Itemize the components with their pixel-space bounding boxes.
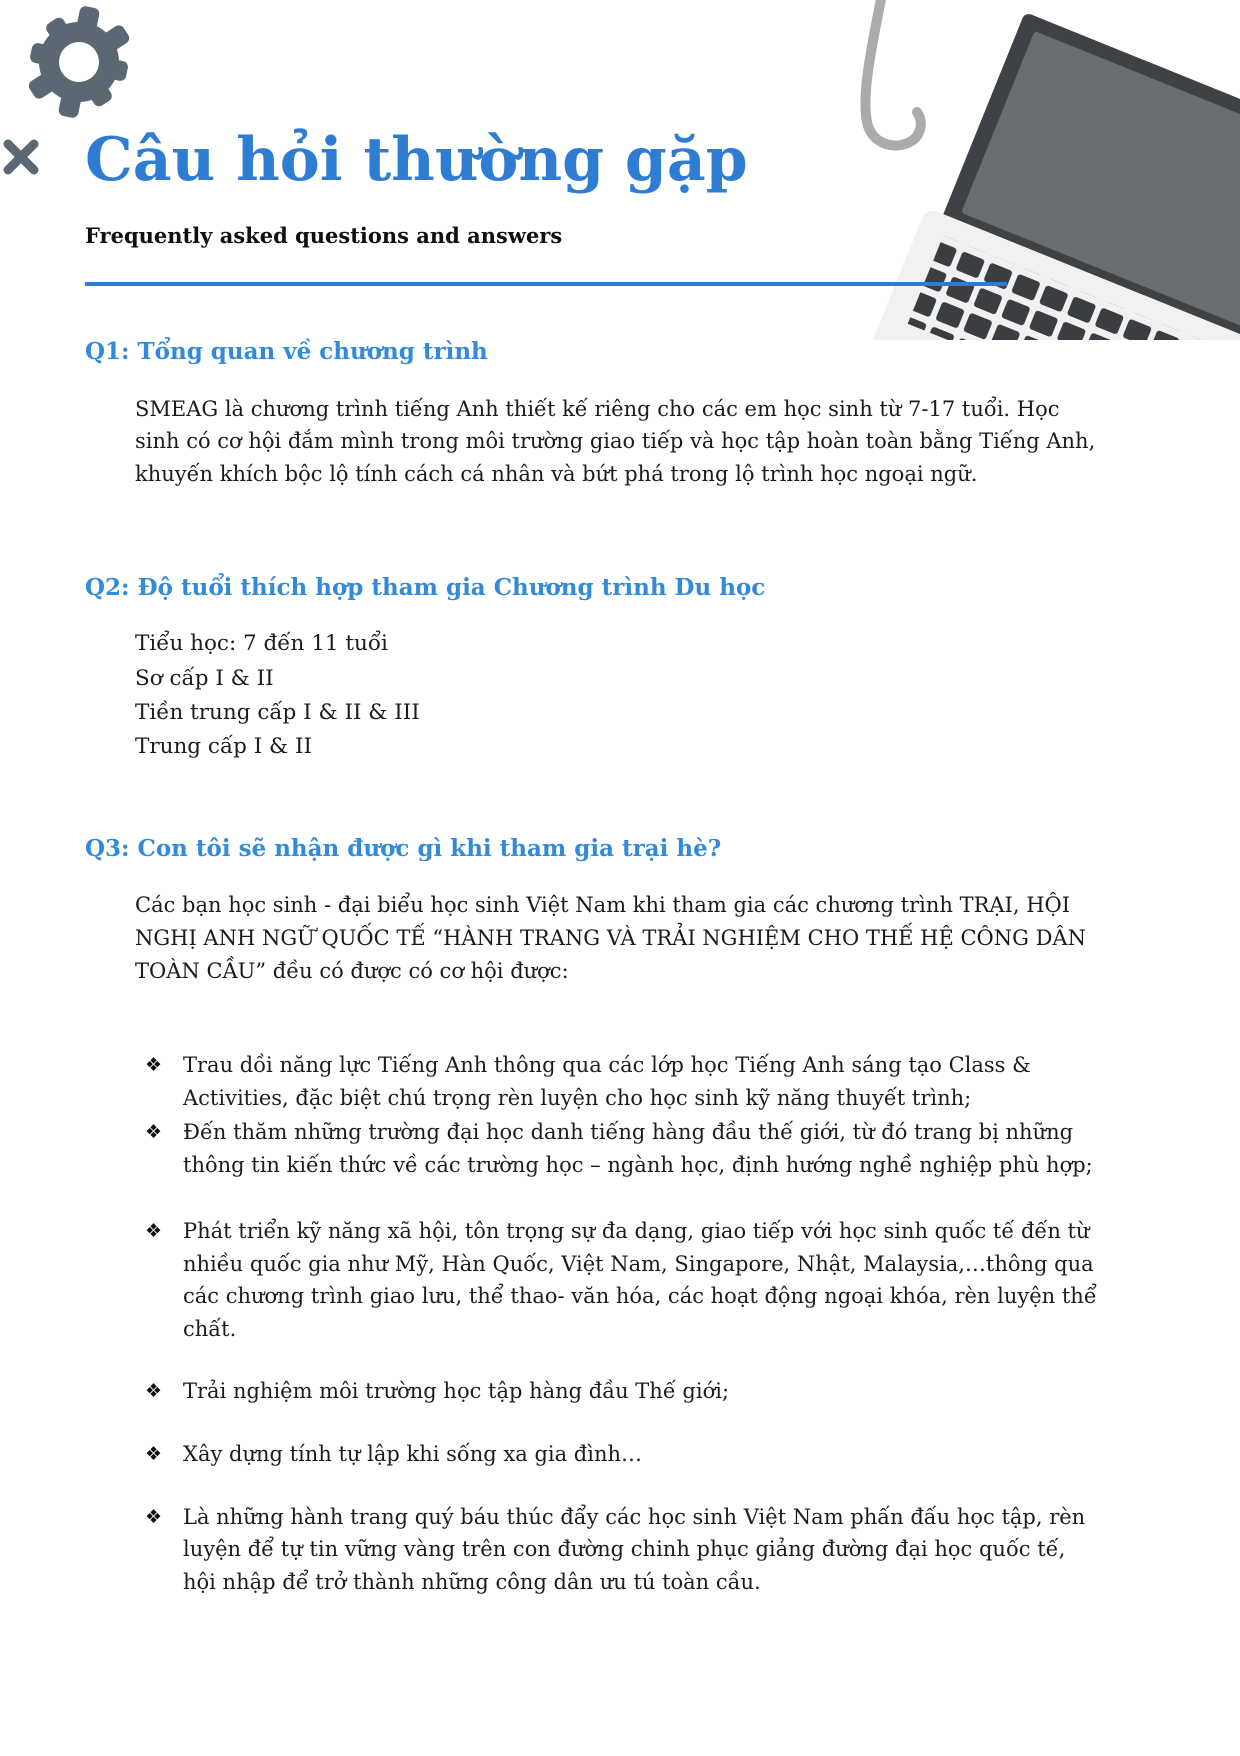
- age-levels-list: [135, 627, 1155, 765]
- benefit-item: [145, 1116, 1105, 1181]
- benefit-text: Là những hành trang quý báu thúc đẩy các học sinh Việt Nam phấn đấu học tập, rèn luyện để tự tin vững vàng trên con đường chinh phục giảng đường đại học quốc tế, hội nhập để trở thành những công dân ưu tú toàn cầu.: [183, 1504, 1086, 1594]
- faq-body: [85, 338, 1155, 1598]
- diamond-bullet-icon: ❖: [145, 1443, 163, 1466]
- laptop-cable-icon: [865, 0, 920, 145]
- benefit-item: [145, 1438, 1105, 1471]
- benefit-text: Phát triển kỹ năng xã hội, tôn trọng sự đa dạng, giao tiếp với học sinh quốc tế đến từ nhiều quốc gia như Mỹ, Hàn Quốc, Việt Nam, Singapore, Nhật, Malaysia,…thông qua các chương trình giao lưu, thể thao- văn hóa, các hoạt động ngoại khóa, rèn luyện thể chất.: [183, 1219, 1097, 1341]
- document-header: [85, 126, 1155, 286]
- benefit-item: [145, 1501, 1105, 1599]
- benefit-text: Đến thăm những trường đại học danh tiếng hàng đầu thế giới, từ đó trang bị những thông tin kiến thức về các trường học – ngành học, định hướng nghề nghiệp phù hợp;: [183, 1120, 1093, 1177]
- benefit-item: [145, 1049, 1105, 1114]
- question-heading-q2: Q2: Độ tuổi thích hợp tham gia Chương trình Du học: [85, 574, 766, 602]
- benefit-item: [145, 1375, 1105, 1408]
- benefit-text: Trau dồi năng lực Tiếng Anh thông qua các lớp học Tiếng Anh sáng tạo Class & Activities, đặc biệt chú trọng rèn luyện cho học sinh kỹ năng thuyết trình;: [183, 1053, 1031, 1110]
- gear-icon: [28, 2, 130, 120]
- level-item: Tiểu học: 7 đến 11 tuổi: [135, 631, 388, 657]
- level-item: Trung cấp I & II: [135, 734, 313, 760]
- benefits-list: [145, 1049, 1105, 1598]
- document-content: [85, 126, 1155, 1598]
- question-heading-q1: Q1: Tổng quan về chương trình: [85, 338, 488, 365]
- level-item: Tiền trung cấp I & II & III: [135, 699, 420, 725]
- divider-line: [85, 282, 1007, 286]
- level-item: Sơ cấp I & II: [135, 665, 274, 691]
- diamond-bullet-icon: ❖: [145, 1380, 163, 1403]
- diamond-bullet-icon: ❖: [145, 1220, 163, 1243]
- page-title: Câu hỏi thường gặp: [85, 125, 748, 195]
- diamond-bullet-icon: ❖: [145, 1121, 163, 1144]
- faq-section-q3: [85, 835, 1155, 1599]
- diamond-bullet-icon: ❖: [145, 1505, 163, 1528]
- benefit-item: [145, 1215, 1105, 1345]
- answer-paragraph-q1: SMEAG là chương trình tiếng Anh thiết kế riêng cho các em học sinh từ 7-17 tuổi. Học sinh có cơ hội đắm mình trong môi trường giao tiếp và học tập hoàn toàn bằng Tiếng Anh, khuyến khích bộc lộ tính cách cá nhân và bứt phá trong lộ trình học ngoại ngữ.: [135, 396, 1096, 486]
- close-icon: [0, 136, 42, 178]
- page-subtitle: Frequently asked questions and answers: [85, 223, 563, 248]
- benefit-text: Trải nghiệm môi trường học tập hàng đầu Thế giới;: [183, 1379, 730, 1404]
- answer-paragraph-q3: Các bạn học sinh - đại biểu học sinh Việt Nam khi tham gia các chương trình TRẠI, HỘI NGHỊ ANH NGỮ QUỐC TẾ “HÀNH TRANG VÀ TRẢI NGHIỆM CHO THẾ HỆ CÔNG DÂN TOÀN CẦU” đều có được có cơ hội được:: [135, 893, 1086, 983]
- diamond-bullet-icon: ❖: [145, 1054, 163, 1077]
- faq-section-q2: [85, 574, 1155, 764]
- benefit-text: Xây dựng tính tự lập khi sống xa gia đình…: [183, 1442, 643, 1467]
- question-heading-q3: Q3: Con tôi sẽ nhận được gì khi tham gia trại hè?: [85, 834, 722, 862]
- faq-section-q1: [85, 338, 1155, 490]
